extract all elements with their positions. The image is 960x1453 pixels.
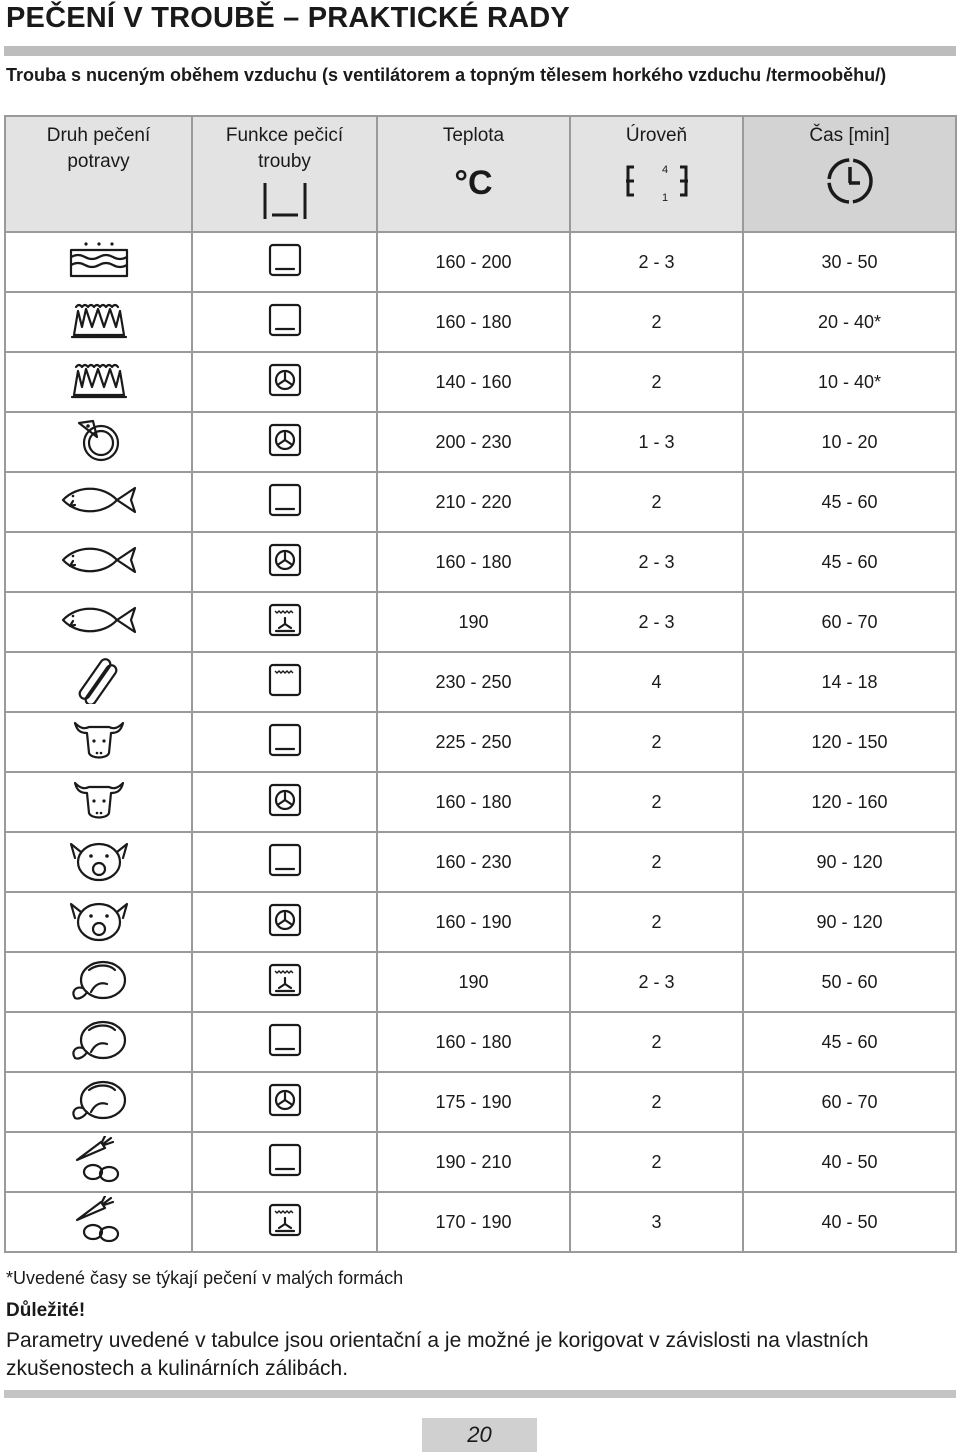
table-row: [5, 1132, 956, 1192]
table-row: [5, 412, 956, 472]
time-cell: 60 - 70: [743, 592, 956, 652]
food-cell: [5, 772, 192, 832]
header-function-label: Funkce pečicí trouby: [225, 125, 344, 172]
food-cell: [5, 532, 192, 592]
fan-heat-icon: [193, 903, 376, 942]
time-cell: 90 - 120: [743, 832, 956, 892]
fish-icon: [6, 483, 191, 522]
time-cell: 120 - 150: [743, 712, 956, 772]
temperature-cell: 170 - 190: [377, 1192, 570, 1252]
header-level-label: Úroveň: [625, 125, 688, 146]
function-cell: [192, 292, 377, 352]
function-cell: [192, 952, 377, 1012]
function-cell: [192, 592, 377, 652]
time-cell: 10 - 40*: [743, 352, 956, 412]
level-cell: 2 - 3: [570, 232, 743, 292]
table-row: [5, 592, 956, 652]
time-cell: 14 - 18: [743, 652, 956, 712]
table-row: [5, 652, 956, 712]
function-cell: [192, 532, 377, 592]
time-cell: 10 - 20: [743, 412, 956, 472]
time-cell: 20 - 40*: [743, 292, 956, 352]
food-cell: [5, 292, 192, 352]
time-cell: 45 - 60: [743, 1012, 956, 1072]
time-cell: 50 - 60: [743, 952, 956, 1012]
top-bottom-heat-icon: [193, 303, 376, 342]
food-cell: [5, 412, 192, 472]
cake-tray-icon: [6, 240, 191, 285]
table-row: [5, 712, 956, 772]
page-title: PEČENÍ V TROUBĚ – PRAKTICKÉ RADY: [6, 2, 570, 34]
function-cell: [192, 412, 377, 472]
time-cell: 40 - 50: [743, 1132, 956, 1192]
header-food: [5, 116, 192, 232]
pork-icon: [6, 836, 191, 889]
header-time-label: Čas [min]: [809, 125, 890, 146]
table-body: [5, 232, 956, 1252]
function-cell: [192, 712, 377, 772]
table-row: [5, 472, 956, 532]
function-cell: [192, 772, 377, 832]
top-bottom-heat-icon: [193, 1143, 376, 1182]
food-cell: [5, 1192, 192, 1252]
bottom-divider: [4, 1390, 956, 1398]
poultry-icon: [6, 958, 191, 1007]
header-food-label: Druh pečení potravy: [46, 125, 151, 172]
temperature-cell: 230 - 250: [377, 652, 570, 712]
temperature-cell: 160 - 180: [377, 772, 570, 832]
level-mark-top: 4: [661, 164, 668, 176]
header-temperature-label: Teplota: [442, 125, 505, 146]
fan-heat-icon: [193, 363, 376, 402]
top-bottom-heat-icon: [193, 843, 376, 882]
temperature-cell: 210 - 220: [377, 472, 570, 532]
food-cell: [5, 592, 192, 652]
food-cell: [5, 472, 192, 532]
table-row: [5, 952, 956, 1012]
top-bottom-heat-icon: [193, 723, 376, 762]
grill-fan-icon: [193, 603, 376, 642]
function-cell: [192, 472, 377, 532]
level-cell: 2: [570, 1072, 743, 1132]
level-cell: 2: [570, 352, 743, 412]
important-text: Parametry uvedené v tabulce jsou orientační a je možné je korigovat v závislosti na vlastních zkušenostech a kulinárních zálibách.: [6, 1329, 869, 1380]
grill-fan-icon: [193, 1203, 376, 1242]
function-cell: [192, 1072, 377, 1132]
table-row: [5, 292, 956, 352]
fish-icon: [6, 543, 191, 582]
function-cell: [192, 1012, 377, 1072]
time-cell: 30 - 50: [743, 232, 956, 292]
temperature-cell: 190: [377, 952, 570, 1012]
baking-table: [4, 115, 957, 1253]
table-header-row: [5, 116, 956, 232]
temperature-cell: 140 - 160: [377, 352, 570, 412]
food-cell: [5, 712, 192, 772]
grill-fan-icon: [193, 963, 376, 1002]
fan-heat-icon: [193, 423, 376, 462]
oven-function-icon: [262, 181, 308, 221]
important-label: Důležité!: [6, 1300, 86, 1321]
level-cell: 2: [570, 772, 743, 832]
time-cell: 120 - 160: [743, 772, 956, 832]
page-number: 20: [422, 1418, 537, 1452]
level-cell: 2 - 3: [570, 592, 743, 652]
food-cell: [5, 1072, 192, 1132]
title-divider: [4, 46, 956, 56]
temperature-cell: 175 - 190: [377, 1072, 570, 1132]
temperature-cell: 190: [377, 592, 570, 652]
temperature-cell: 160 - 180: [377, 532, 570, 592]
table-row: [5, 892, 956, 952]
footnote: *Uvedené časy se týkají pečení v malých formách: [6, 1268, 404, 1288]
temperature-cell: 160 - 180: [377, 1012, 570, 1072]
top-bottom-heat-icon: [193, 1023, 376, 1062]
bundt-cake-icon: [6, 359, 191, 406]
food-cell: [5, 952, 192, 1012]
level-cell: 2: [570, 892, 743, 952]
section-subtitle: Trouba s nuceným oběhem vzduchu (s ventilátorem a topným tělesem horkého vzduchu /termooběhu/): [6, 65, 887, 85]
time-cell: 45 - 60: [743, 532, 956, 592]
table-row: [5, 532, 956, 592]
top-bottom-heat-icon: [193, 243, 376, 282]
beef-icon: [6, 717, 191, 768]
food-cell: [5, 1012, 192, 1072]
vegetables-icon: [6, 1196, 191, 1249]
header-time: [743, 116, 956, 232]
grill-icon: [193, 663, 376, 702]
vegetables-icon: [6, 1136, 191, 1189]
sausages-icon: [6, 656, 191, 709]
temperature-cell: 190 - 210: [377, 1132, 570, 1192]
temperature-cell: 225 - 250: [377, 712, 570, 772]
table-row: [5, 772, 956, 832]
temperature-cell: 160 - 190: [377, 892, 570, 952]
temperature-cell: 160 - 230: [377, 832, 570, 892]
shelf-level-icon: [622, 161, 692, 205]
top-bottom-heat-icon: [193, 483, 376, 522]
table-row: [5, 1192, 956, 1252]
level-cell: 2: [570, 832, 743, 892]
level-cell: 2: [570, 712, 743, 772]
fan-heat-icon: [193, 783, 376, 822]
function-cell: [192, 892, 377, 952]
clock-icon: [824, 155, 876, 207]
table-row: [5, 352, 956, 412]
food-cell: [5, 832, 192, 892]
pork-icon: [6, 896, 191, 949]
level-mark-bottom: 1: [661, 192, 668, 204]
header-level: [570, 116, 743, 232]
function-cell: [192, 1132, 377, 1192]
poultry-icon: [6, 1078, 191, 1127]
level-cell: 2 - 3: [570, 532, 743, 592]
level-cell: 3: [570, 1192, 743, 1252]
beef-icon: [6, 777, 191, 828]
bundt-cake-icon: [6, 299, 191, 346]
function-cell: [192, 832, 377, 892]
level-cell: 2 - 3: [570, 952, 743, 1012]
food-cell: [5, 892, 192, 952]
time-cell: 40 - 50: [743, 1192, 956, 1252]
level-cell: 4: [570, 652, 743, 712]
level-cell: 1 - 3: [570, 412, 743, 472]
celsius-icon: °C: [454, 164, 493, 202]
fish-icon: [6, 603, 191, 642]
level-cell: 2: [570, 292, 743, 352]
level-cell: 2: [570, 1132, 743, 1192]
function-cell: [192, 352, 377, 412]
function-cell: [192, 1192, 377, 1252]
time-cell: 90 - 120: [743, 892, 956, 952]
temperature-cell: 160 - 200: [377, 232, 570, 292]
level-cell: 2: [570, 1012, 743, 1072]
temperature-cell: 200 - 230: [377, 412, 570, 472]
pizza-icon: [6, 417, 191, 468]
time-cell: 45 - 60: [743, 472, 956, 532]
function-cell: [192, 232, 377, 292]
table-row: [5, 232, 956, 292]
food-cell: [5, 652, 192, 712]
poultry-icon: [6, 1018, 191, 1067]
food-cell: [5, 352, 192, 412]
time-cell: 60 - 70: [743, 1072, 956, 1132]
function-cell: [192, 652, 377, 712]
table-row: [5, 832, 956, 892]
food-cell: [5, 232, 192, 292]
header-function: [192, 116, 377, 232]
food-cell: [5, 1132, 192, 1192]
table-row: [5, 1012, 956, 1072]
level-cell: 2: [570, 472, 743, 532]
fan-heat-icon: [193, 1083, 376, 1122]
table-row: [5, 1072, 956, 1132]
header-temperature: [377, 116, 570, 232]
temperature-cell: 160 - 180: [377, 292, 570, 352]
fan-heat-icon: [193, 543, 376, 582]
